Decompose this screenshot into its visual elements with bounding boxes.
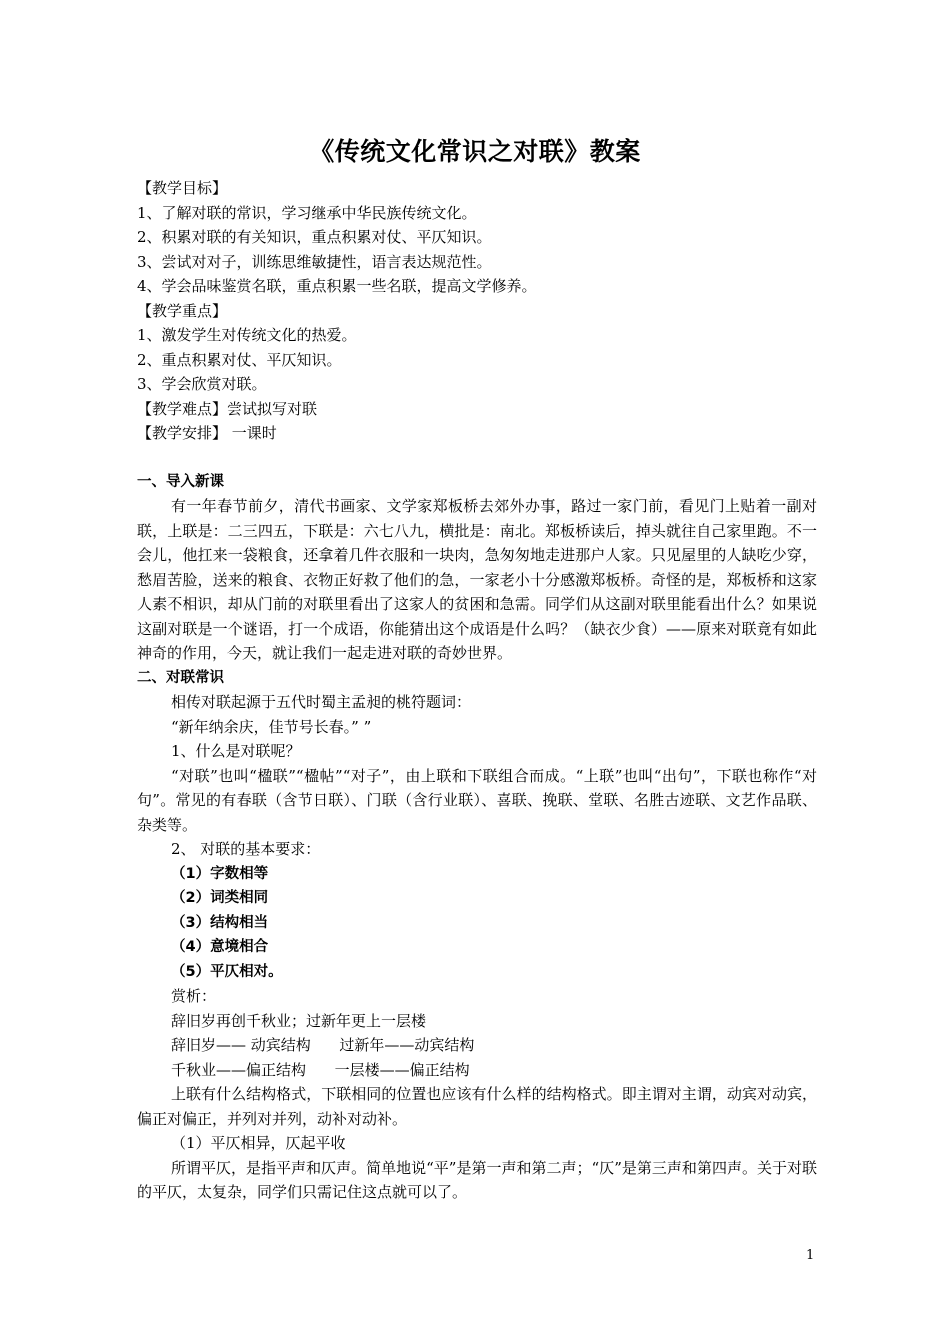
section2-heading: 二、对联常识 bbox=[137, 669, 224, 686]
goal-item: 1、了解对联的常识，学习继承中华民族传统文化。 bbox=[137, 203, 477, 222]
arrangement-line: 【教学安排】 一课时 bbox=[137, 424, 277, 442]
intro-paragraph: 有一年春节前夕，清代书画家、文学家郑板桥去郊外办事，路过一家门前，看见门上贴着一副对联，上联是：二三四五，下联是：六七八九，横批是：南北。郑板桥读后，掉头就往自己家里跑。不一会儿，他扛来一袋粮食，还拿着几件衣服和一块肉，急匆匆地走进那户人家。只见屋里的人缺吃少穿，愁眉苦脸，送来的粮食、衣物正好救了他们的急，一家老小十分感激郑板桥。奇怪的是，郑板桥和这家人素不相识，却从门前的对联里看出了这家人的贫困和急需。同学们从这副对联里能看出什么？如果说这副对联是一个谜语，打一个成语，你能猜出这个成语是什么吗？（缺衣少食）——原来对联竟有如此神奇的作用，今天，就让我们一起走进对联的奇妙世界。 bbox=[137, 497, 817, 662]
goal-item: 2、积累对联的有关知识，重点积累对仗、平仄知识。 bbox=[137, 228, 492, 246]
requirement-item: （1）字数相等 bbox=[171, 865, 269, 882]
tone-title: （1）平仄相异，仄起平收 bbox=[171, 1134, 346, 1152]
document-body bbox=[137, 176, 817, 1205]
question-1: 1、什么是对联呢？ bbox=[171, 742, 301, 760]
definition-paragraph: “对联”也叫“楹联”“楹帖”“对子”，由上联和下联组合而成。“上联”也叫“出句”，下联也称作“对句”。常见的有春联（含节日联）、门联（含行业联）、喜联、挽联、堂联、名胜古迹联、文艺作品联、杂类等。 bbox=[137, 766, 817, 834]
requirement-item: （2）词类相同 bbox=[171, 890, 269, 906]
appreciation-label: 赏析： bbox=[171, 987, 217, 1005]
page-title: 《传统文化常识之对联》教案 bbox=[309, 137, 641, 166]
goal-item: 3、尝试对对子，训练思维敏捷性，语言表达规范性。 bbox=[137, 252, 492, 271]
focus-item: 1、激发学生对传统文化的热爱。 bbox=[137, 326, 357, 344]
requirement-item: （3）结构相当 bbox=[171, 914, 269, 931]
origin-quote: “新年纳余庆，佳节号长春。” ” bbox=[171, 717, 372, 736]
tone-paragraph: 所谓平仄，是指平声和仄声。简单地说“平”是第一声和第二声；“仄”是第三声和第四声。关于对联的平仄，太复杂，同学们只需记住这点就可以了。 bbox=[137, 1158, 817, 1201]
structure-analysis: 辞旧岁—— 动宾结构 过新年——动宾结构 bbox=[171, 1036, 475, 1054]
section1-heading: 一、导入新课 bbox=[137, 473, 224, 490]
goals-heading: 【教学目标】 bbox=[137, 179, 228, 197]
page-number: 1 bbox=[806, 1248, 815, 1263]
requirement-item: （4）意境相合 bbox=[171, 939, 269, 955]
example-couplet: 辞旧岁再创千秋业；过新年更上一层楼 bbox=[171, 1011, 427, 1030]
question-2: 2、 对联的基本要求： bbox=[171, 840, 321, 858]
structure-analysis: 千秋业——偏正结构 一层楼——偏正结构 bbox=[171, 1060, 470, 1079]
difficulty-line: 【教学难点】尝试拟写对联 bbox=[137, 399, 318, 418]
focus-heading: 【教学重点】 bbox=[137, 301, 228, 320]
origin-text: 相传对联起源于五代时蜀主孟昶的桃符题词： bbox=[171, 693, 472, 711]
focus-item: 3、学会欣赏对联。 bbox=[137, 375, 267, 393]
spacer bbox=[137, 446, 817, 470]
goal-item: 4、学会品味鉴赏名联，重点积累一些名联，提高文学修养。 bbox=[137, 277, 537, 295]
focus-item: 2、重点积累对仗、平仄知识。 bbox=[137, 350, 342, 369]
structure-paragraph: 上联有什么结构格式，下联相同的位置也应该有什么样的结构格式。即主谓对主谓，动宾对动宾，偏正对偏正，并列对并列，动补对动补。 bbox=[137, 1085, 817, 1128]
requirement-item: （5）平仄相对。 bbox=[171, 963, 283, 980]
